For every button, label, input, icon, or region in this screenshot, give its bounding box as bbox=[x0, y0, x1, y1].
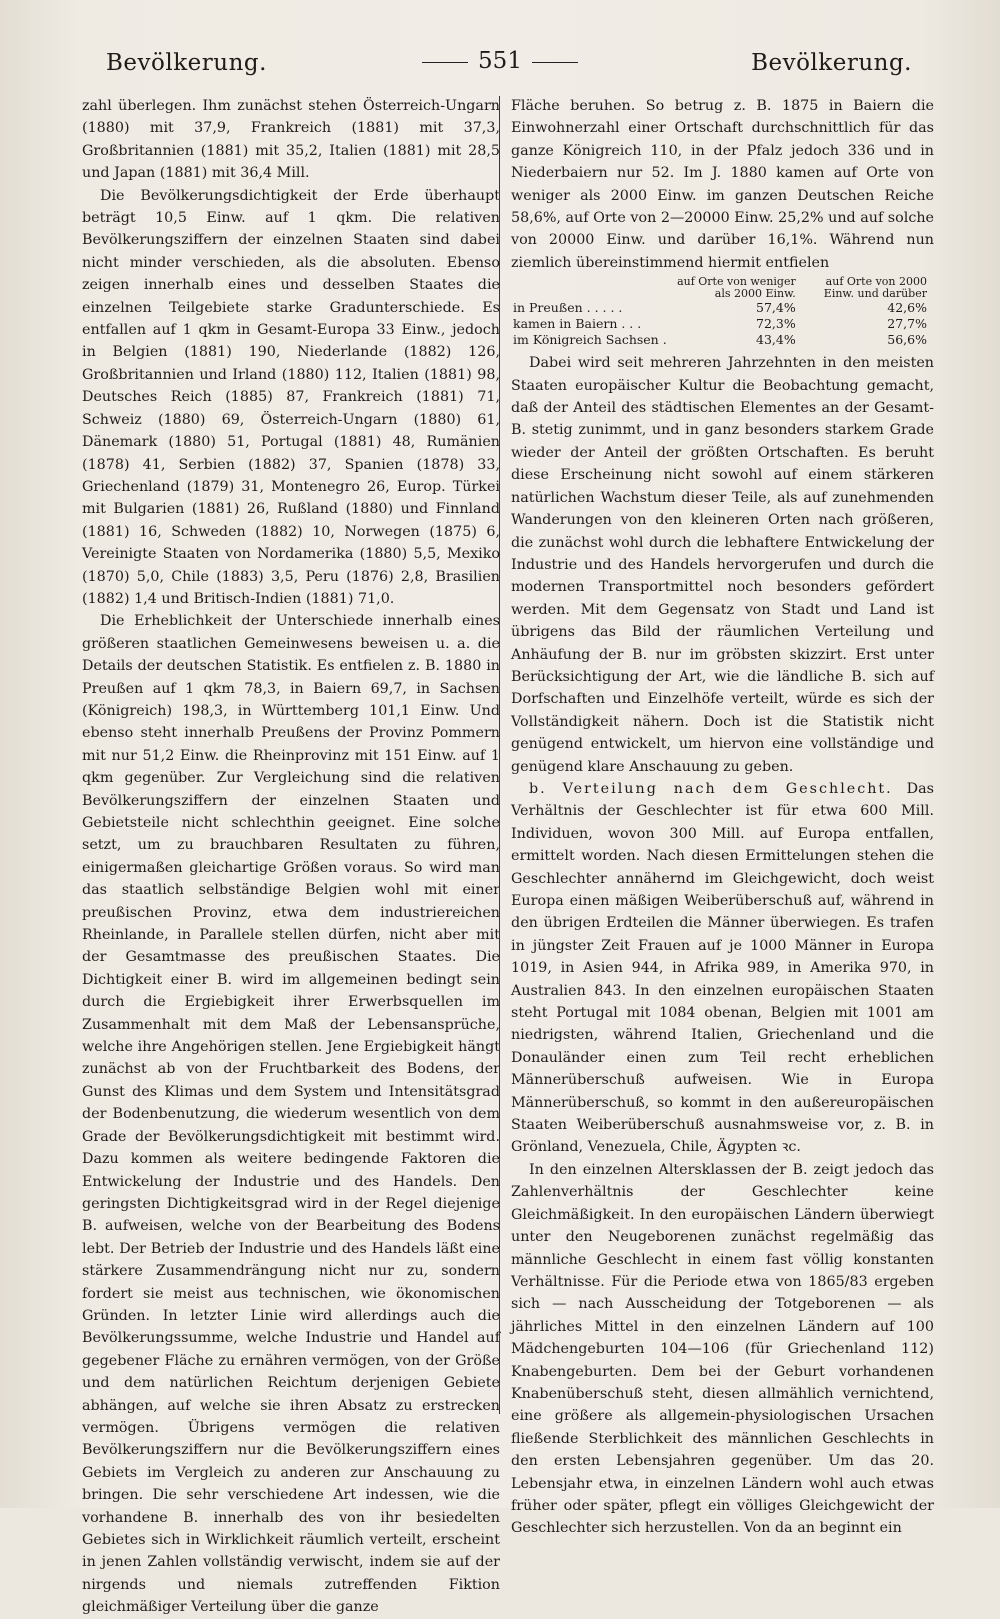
header-dash-left bbox=[422, 62, 468, 63]
table-cell: 72,3% bbox=[756, 316, 796, 332]
table-cell: 27,7% bbox=[887, 316, 927, 332]
settlement-distribution-table bbox=[511, 276, 929, 348]
table-corner bbox=[511, 276, 669, 300]
right-paragraph-after-table: Dabei wird seit mehreren Jahrzehnten in den meisten Staaten europäischer Kultur die Beobachtung gemacht, daß der Anteil des städtischen Elementes an der Gesamt-B. stetig zunimmt, und in ganz besonders starkem Grade wieder der Anteil der größten Ortschaften. Es beruht diese Erscheinung nicht sowohl auf einem stärkeren natürlichen Wachstum dieser Teile, als auf zunehmenden Wanderungen von den kleineren Orten nach größeren, die zunächst wohl durch die lebhaftere Entwickelung der Industrie und des Handels hervorgerufen und durch die modernen Transportmittel noch besonders gefördert werden. Mit dem Gegensatz von Stadt und Land ist übrigens das Bild der räumlichen Verteilung und Anhäufung der B. nur im gröbsten skizzirt. Erst unter Berücksichtigung der Art, wie die ländliche B. sich auf Dorfschaften und Einzelhöfe verteilt, würde es sich der Vollständigkeit nähern. Doch ist die Statistik nicht genügend entwickelt, um hiervon eine vollständige und genügend klare Anschauung zu geben. bbox=[511, 355, 934, 775]
left-column bbox=[82, 95, 500, 1619]
left-paragraph-1: zahl überlegen. Ihm zunächst stehen Österreich-Ungarn (1880) mit 37,9, Frankreich (1881) mit 37,3, Großbritannien (1881) mit 35,2, Italien (1881) mit 28,5 und Japan (1881) mit 36,4 Mill. bbox=[82, 98, 500, 182]
table-header-row bbox=[511, 276, 929, 300]
right-last-paragraph: In den einzelnen Altersklassen der B. zeigt jedoch das Zahlenverhältnis der Geschlechter keine Gleichmäßigkeit. In den europäischen Ländern überwiegt unter den Neugeborenen zunächst regelmäßig das männliche Geschlecht in einem fast völlig konstanten Verhältnisse. Für die Periode etwa von 1865/83 ergeben sich — nach Ausscheidung der Totgeborenen — als jährliches Mittel in den einzelnen Ländern auf 100 Mädchengeburten 104—106 (für Griechenland 112) Knabengeburten. Dem bei der Geburt vorhandenen Knabenüberschuß steht, diesen allmählich vernichtend, eine größere als allgemein-physiologischen Ursachen fließende Sterblichkeit des männlichen Geschlechts in den ersten Lebensjahren gegenüber. Um das 20. Lebensjahr etwa, in einzelnen Ländern wohl auch etwas früher oder später, pflegt ein völliges Gleichgewicht der Geschlechter sich herzustellen. Von da an beginnt ein bbox=[511, 1161, 934, 1537]
left-paragraph-3: Die Erheblichkeit der Unterschiede innerhalb eines größeren staatlichen Gemeinwesens beweisen u. a. die Details der deutschen Statistik. Es entfielen z. B. 1880 in Preußen auf 1 qkm 78,3, in Baiern 69,7, in Sachsen (Königreich) 198,3, in Württemberg 101,1 Einw. Und ebenso steht innerhalb Preußens der Provinz Pommern mit nur 51,2 Einw. die Rheinprovinz mit 151 Einw. auf 1 qkm gegenüber. Zur Vergleichung sind die relativen Bevölkerungsziffern der einzelnen Staaten und Gebietsteile nicht schlechthin geeignet. Eine solche setzt, um zu brauchbaren Resultaten zu führen, einigermaßen gleichartige Größen voraus. So wird man das staatlich selbständige Belgien wohl mit einer preußischen Provinz, etwa dem industriereichen Rheinlande, in Parallele stellen dürfen, nicht aber mit der Gesamtmasse des preußischen Staates. Die Dichtigkeit einer B. wird im allgemeinen bedingt sein durch die Ergiebigkeit ihrer Erwerbsquellen im Zusammenhalt mit dem Maß der Lebensansprüche, welche ihre Angehörigen stellen. Jene Ergiebigkeit hängt zunächst ab von der Fruchtbarkeit des Bodens, der Gunst des Klimas und dem System und Intensitätsgrad der Bodenbenutzung, die wiederum wesentlich von dem Grade der Bevölkerungsdichtigkeit mit bestimmt wird. Dazu kommen als weitere bedingende Faktoren die Entwickelung der Industrie und des Handels. Den geringsten Dichtigkeitsgrad wird in der Regel diejenige B. aufweisen, welche von der Bearbeitung des Bodens lebt. Der Betrieb der Industrie und des Handels läßt eine stärkere Zusammendrängung nicht nur zu, sondern fordert sie meist aus technischen, wie ökonomischen Gründen. In letzter Linie wird allerdings auch die Bevölkerungssumme, welche Industrie und Handel auf gegebener Fläche zu ernähren vermögen, von der Größe und dem natürlichen Reichtum derjenigen Gebiete abhängen, auf welche sie ihren Absatz zu erstrecken vermögen. Übrigens vermögen die relativen Bevölkerungsziffern nur die Bevölkerungsziffern eines Gebiets im Vergleich zu anderen zur Anschauung zu bringen. Die sehr verschiedene Art indessen, wie die vorhandene B. innerhalb des von ihr besiedelten Gebietes sich in Wirklichkeit räumlich verteilt, erscheint in jenen Zahlen vollständig verwischt, indem sie auf der nirgends und niemals zutreffenden Fiktion gleichmäßiger Verteilung über die ganze bbox=[82, 613, 500, 1616]
right-intro-paragraph: Fläche beruhen. So betrug z. B. 1875 in Baiern die Einwohnerzahl einer Ortschaft durchschnittlich für das ganze Königreich 110, in der Pfalz jedoch 336 und in Niederbaiern nur 52. Im J. 1880 kamen auf Orte von weniger als 2000 Einw. im ganzen Deutschen Reiche 58,6%, auf Orte von 2—20000 Einw. 25,2% und auf solche von 20000 Einw. und darüber 16,1%. Während nun ziemlich übereinstimmend hiermit entfielen bbox=[511, 98, 934, 271]
column-divider bbox=[499, 96, 500, 1414]
right-column bbox=[511, 95, 934, 1540]
table-row-label: kamen in Baiern . . . bbox=[513, 316, 642, 332]
table-row-label: im Königreich Sachsen . bbox=[513, 332, 667, 348]
table-row bbox=[511, 300, 929, 316]
table-row bbox=[511, 332, 929, 348]
table-col2-header: auf Orte von 2000 Einw. und darüber bbox=[823, 275, 927, 301]
header-left-title: Bevölkerung. bbox=[106, 50, 267, 76]
left-paragraph-2: Die Bevölkerungsdichtigkeit der Erde überhaupt beträgt 10,5 Einw. auf 1 qkm. Die relativen Bevölkerungsziffern der einzelnen Staaten sind dabei nicht minder verschieden, als die absoluten. Ebenso zeigen innerhalb eines und desselben Staates die einzelnen Teilgebiete starke Gradunterschiede. Es entfallen auf 1 qkm in Gesamt-Europa 33 Einw., jedoch in Belgien (1881) 190, Niederlande (1882) 126, Großbritannien und Irland (1880) 112, Italien (1881) 98, Deutsches Reich (1885) 87, Frankreich (1881) 71, Schweiz (1880) 69, Österreich-Ungarn (1880) 61, Dänemark (1880) 51, Portugal (1881) 48, Rumänien (1878) 41, Serbien (1882) 37, Spanien (1878) 33, Griechenland (1879) 31, Montenegro 26, Europ. Türkei mit Bulgarien (1881) 26, Rußland (1880) und Finnland (1881) 16, Schweden (1882) 10, Norwegen (1875) 6, Vereinigte Staaten von Nordamerika (1880) 5,5, Mexiko (1870) 5,0, Chile (1883) 3,5, Peru (1876) 2,8, Brasilien (1882) 1,4 und Britisch-Indien (1881) 71,0. bbox=[82, 187, 500, 607]
header-right-title: Bevölkerung. bbox=[751, 50, 912, 76]
table-col1-header: auf Orte von weniger als 2000 Einw. bbox=[677, 275, 796, 301]
running-header bbox=[0, 42, 1000, 82]
table-cell: 57,4% bbox=[756, 300, 796, 316]
table-cell: 43,4% bbox=[756, 332, 796, 348]
page-number: 551 bbox=[478, 48, 522, 74]
header-dash-right bbox=[532, 62, 578, 63]
table-cell: 56,6% bbox=[887, 332, 927, 348]
section-b-text: Das Verhältnis der Geschlechter ist für etwa 600 Mill. Individuen, wovon 300 Mill. auf Europa entfallen, ermittelt worden. Nach diesen Ermittelungen stehen die Geschlechter annähernd im Gleichgewicht, doch weist Europa einen mäßigen Weiberüberschuß auf, während in den übrigen Erdteilen die Männer überwiegen. Es trafen in jüngster Zeit Frauen auf je 1000 Männer in Europa 1019, in Asien 944, in Afrika 989, in Amerika 970, in Australien 843. In den einzelnen europäischen Staaten steht Portugal mit 1084 obenan, Belgien mit 1001 am niedrigsten, während Italien, Griechenland und die Donauländer einen zum Teil recht erheblichen Männerüberschuß aufweisen. Wie in Europa Männerüberschuß, so kommt in den außereuropäischen Staaten Weiberüberschuß ausnahmsweise vor, z. B. in Grönland, Venezuela, Chile, Ägypten ꝛc. bbox=[511, 780, 934, 1156]
table-cell: 42,6% bbox=[887, 300, 927, 316]
table-row bbox=[511, 316, 929, 332]
table-row-label: in Preußen . . . . . bbox=[513, 300, 623, 316]
section-b-heading: b. Verteilung nach dem Geschlecht. bbox=[529, 780, 893, 797]
section-b-paragraph bbox=[511, 778, 934, 1159]
